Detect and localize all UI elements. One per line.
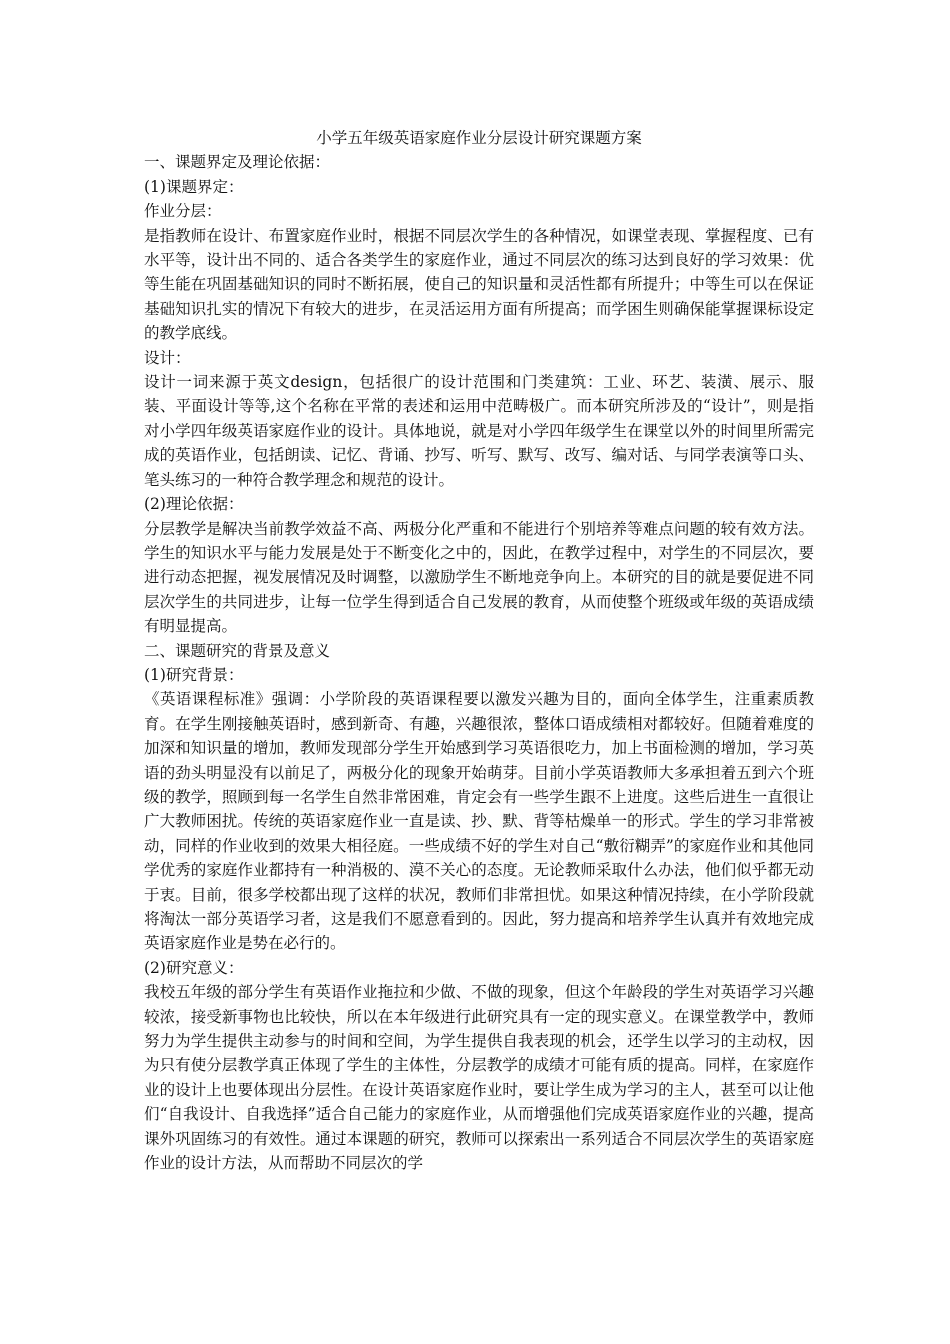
term-1-label: 作业分层： — [144, 202, 222, 221]
section-2-heading: 二、课题研究的背景及意义 — [144, 641, 331, 660]
document-page — [144, 126, 814, 1175]
theory-paragraph: 分层教学是解决当前教学效益不高、两极分化严重和不能进行个别培养等难点问题的较有效方法。学生的知识水平与能力发展是处于不断变化之中的，因此，在教学过程中，对学生的不同层次，要进行动态把握，视发展情况及时调整，以激励学生不断地竞争向上。本研究的目的就是要促进不同层次学生的共同进步，让每一位学生得到适合自己发展的教育，从而使整个班级或年级的英语成绩有明显提高。 — [144, 519, 814, 636]
section-1-heading: 一、课题界定及理论依据： — [144, 153, 331, 172]
document-title: 小学五年级英语家庭作业分层设计研究课题方案 — [316, 129, 642, 147]
term-2-label: 设计： — [144, 348, 191, 367]
term-1-paragraph: 是指教师在设计、布置家庭作业时，根据不同层次学生的各种情况，如课堂表现、掌握程度、已有水平等，设计出不同的、适合各类学生的家庭作业，通过不同层次的练习达到良好的学习效果：优等生能在巩固基础知识的同时不断拓展，使自己的知识量和灵活性都有所提升；中等生可以在保证基础知识扎实的情况下有较大的进步，在灵活运用方面有所提高；而学困生则确保能掌握课标设定的教学底线。 — [144, 226, 814, 343]
section-1-sub-1-heading: (1)课题界定： — [144, 177, 244, 196]
significance-paragraph: 我校五年级的部分学生有英语作业拖拉和少做、不做的现象，但这个年龄段的学生对英语学习兴趣较浓，接受新事物也比较快，所以在本年级进行此研究具有一定的现实意义。在课堂教学中，教师努力为学生提供主动参与的时间和空间，为学生提供自我表现的机会，还学生以学习的主动权，因为只有使分层教学真正体现了学生的主体性，分层教学的成绩才可能有质的提高。同样，在家庭作业的设计上也要体现出分层性。在设计英语家庭作业时，要让学生成为学习的主人，甚至可以让他们“自我设计、自我选择”适合自己能力的家庭作业，从而增强他们完成英语家庭作业的兴趣，提高课外巩固练习的有效性。通过本课题的研究，教师可以探索出一系列适合不同层次学生的英语家庭作业的设计方法，从而帮助不同层次的学 — [144, 983, 814, 1173]
background-paragraph: 《英语课程标准》强调：小学阶段的英语课程要以激发兴趣为目的，面向全体学生，注重素质教育。在学生刚接触英语时，感到新奇、有趣，兴趣很浓，整体口语成绩相对都较好。但随着难度的加深和知识量的增加，教师发现部分学生开始感到学习英语很吃力，加上书面检测的增加，学习英语的劲头明显没有以前足了，两极分化的现象开始萌芽。目前小学英语教师大多承担着五到六个班级的教学，照顾到每一名学生自然非常困难，肯定会有一些学生跟不上进度。这些后进生一直很让广大教师困扰。传统的英语家庭作业一直是读、抄、默、背等枯燥单一的形式。学生的学习非常被动，同样的作业收到的效果大相径庭。一些成绩不好的学生对自己“敷衍糊弄”的家庭作业和其他同学优秀的家庭作业都持有一种消极的、漠不关心的态度。无论教师采取什么办法，他们似乎都无动于衷。目前，很多学校都出现了这样的状况，教师们非常担忧。如果这种情况持续，在小学阶段就将淘汰一部分英语学习者，这是我们不愿意看到的。因此，努力提高和培养学生认真并有效地完成英语家庭作业是势在必行的。 — [144, 690, 814, 953]
section-2-sub-1-heading: (1)研究背景： — [144, 665, 244, 684]
section-2-sub-2-heading: (2)研究意义： — [144, 958, 244, 977]
section-1-sub-2-heading: (2)理论依据： — [144, 495, 244, 514]
term-2-paragraph: 设计一词来源于英文design，包括很广的设计范围和门类建筑：工业、环艺、装潢、展示、服装、平面设计等等,这个名称在平常的表述和运用中范畴极广。而本研究所涉及的“设计”，则是指对小学四年级英语家庭作业的设计。具体地说，就是对小学四年级学生在课堂以外的时间里所需完成的英语作业，包括朗读、记忆、背诵、抄写、听写、默写、改写、编对话、与同学表演等口头、笔头练习的一种符合教学理念和规范的设计。 — [144, 373, 814, 489]
